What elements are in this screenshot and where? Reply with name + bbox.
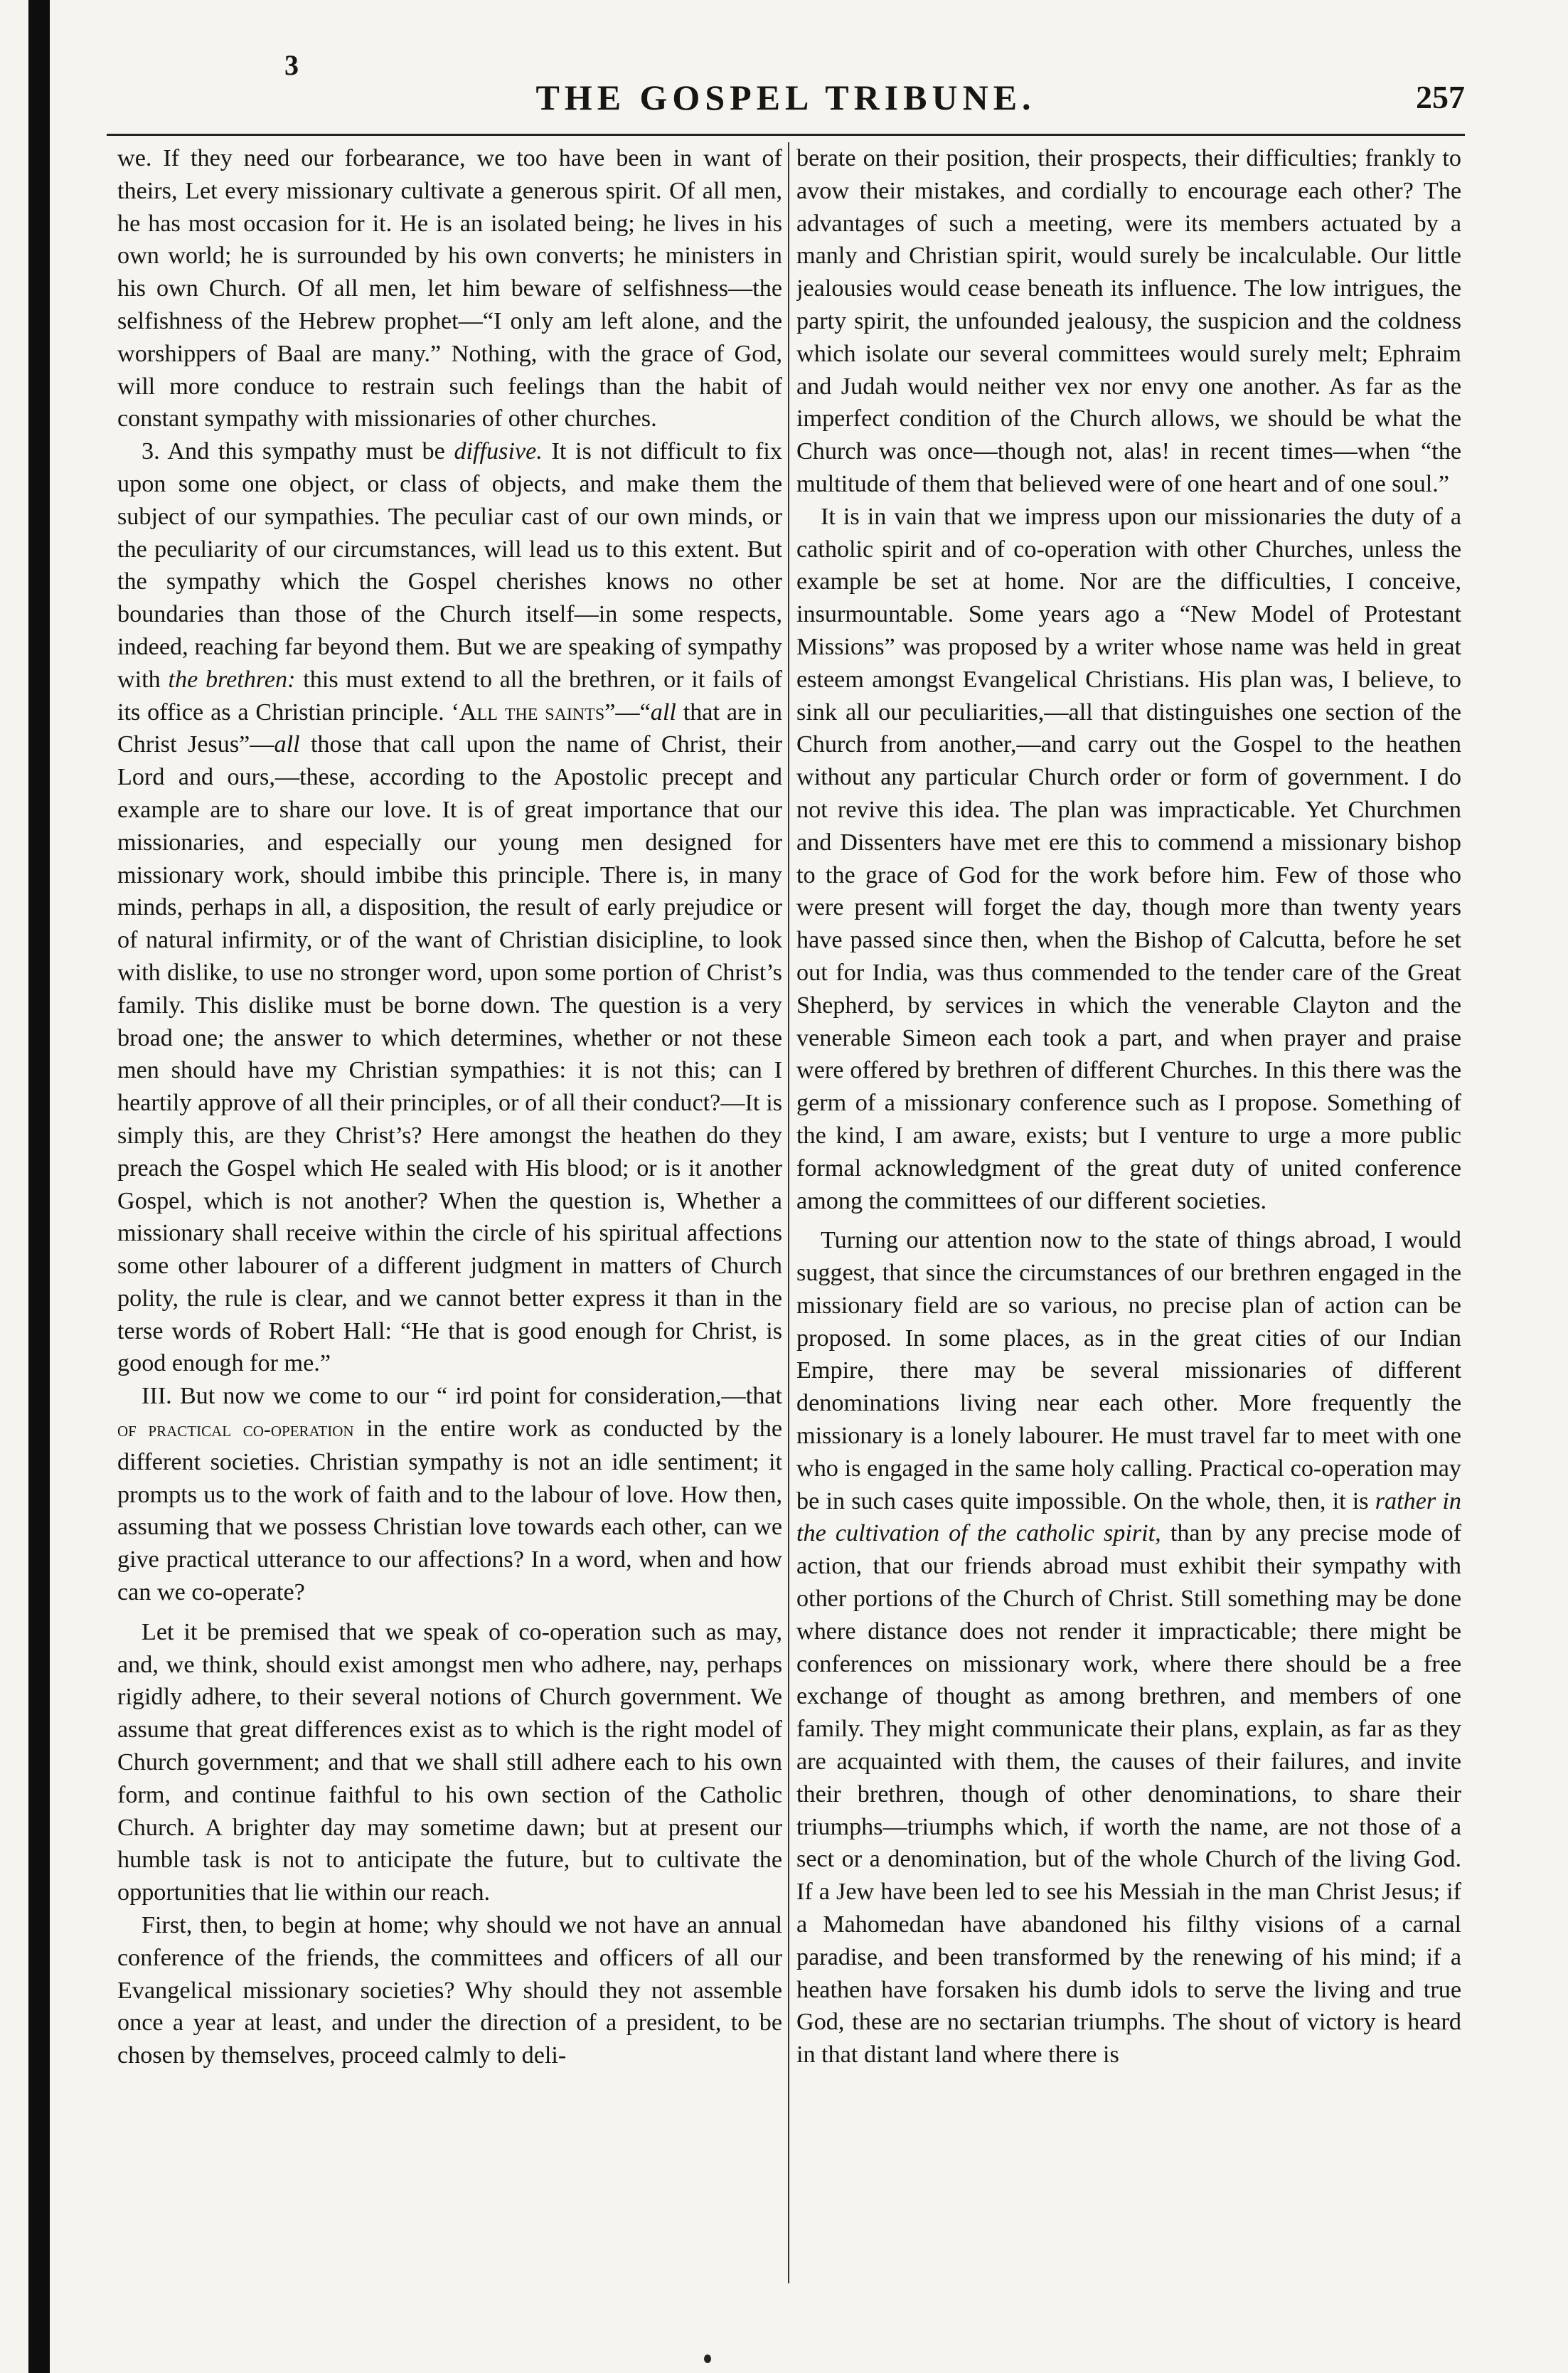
paragraph-gap	[117, 1609, 782, 1616]
text-run: than by any precise mode of action, that our friends abroad must exhibit their sympathy with other portions of the Church of Christ. Still something may be done where distance does not render it impracticable; there might be conferences on missionary work, where there should be a free exchange of thought as among brethren, and members of one family. They might communicate their plans, explain, as far as they are acquainted with them, the causes of their failures, and invite their brethren, though of other denominations, to share their triumphs—triumphs which, if worth the name, are not those of a sect or a denomination, but of the whole Church of the living God. If a Jew have been led to see his Messiah in the man Christ Jesus; if a Mahomedan have abandoned his filthy visions of a carnal paradise, and been transformed by the renewing of his mind; if a heathen have forsaken his dumb idols to serve the living and true God, these are no sectarian triumphs. The shout of victory is heard in that distant land where there is	[796, 1520, 1461, 2069]
text-run: It is not difficult to fix upon some one object, or class of objects, and make them the subject of our sympathies. The peculiar cast of our own minds, or the peculiarity of our circumstances, will lead us to this extent. But the sympathy which the Gospel cherishes knows no other boundaries than those of the Church itself—in some respects, indeed, reaching far beyond them. But we are speaking of sympathy with	[117, 438, 782, 693]
text-run: 3. And this sympathy must be	[142, 438, 445, 465]
print-speck	[704, 2355, 711, 2363]
paragraph: Let it be premised that we speak of co-operation such as may, and, we think, should exist amongst men who adhere, nay, perhaps rigidly adhere, to their several notions of Church government. We assume that great differences exist as to which is the right model of Church government; and that we shall still adhere each to his own form, and continue faithful to his own section of the Catholic Church. A brighter day may sometime dawn; but at present our humble task is not to anticipate the future, but to cultivate the opportunities that lie within our reach.	[117, 1618, 782, 1906]
paragraph: berate on their position, their prospects, their difficulties; frankly to avow their mistakes, and cordially to encourage each other? The advantages of such a meeting, were its members actuated by a manly and Christian spirit, would surely be incalculable. Our little jealousies would cease beneath its influence. The low intrigues, the party spirit, the unfounded jealousy, the suspicion and the coldness which isolate our several committees would surely melt; Ephraim and Judah would neither vex nor envy one another. As far as the imperfect condition of the Church allows, we should be what the Church was once—though not, alas! in recent times—when “the multitude of them that believed were of one heart and of one soul.”	[796, 145, 1461, 497]
paragraph: It is in vain that we impress upon our missionaries the duty of a catholic spirit and of co-operation with other Churches, unless the example be set at home. Nor are the difficulties, I conceive, insurmountable. Some years ago a “New Model of Protestant Missions” was proposed by a writer whose name was held in great esteem amongst Evangelical Christians. His plan was, I believe, to sink all our peculiarities,—all that distinguishes one section of the Church from another,—and carry out the Gospel to the heathen without any particular Church order or form of government. I do not revive this idea. The plan was impracticable. Yet Churchmen and Dissenters have met ere this to commend a missionary bishop to the grace of God for the work before him. Few of those who were present will forget the day, though more than twenty years have passed since then, when the Bishop of Calcutta, before he set out for India, was thus commended to the tender care of the Great Shepherd, by services in which the venerable Clayton and the venerable Simeon each took a part, and when prayer and praise were offered by brethren of different Churches. In this there was the germ of a missionary conference such as I propose. Something of the kind, I am aware, exists; but I venture to urge a more public formal acknowledgment of the great duty of united conference among the committees of our different societies.	[796, 503, 1461, 1214]
small-caps-text: All the saints	[459, 699, 605, 726]
paragraph: First, then, to begin at home; why should we not have an annual conference of the friends, the committees and officers of all our Evangelical missionary societies? Why should they not assemble once a year at least, and under the direction of a president, to be chosen by themselves, proceed calmly to deli-	[117, 1912, 782, 2069]
right-column	[796, 142, 1461, 2290]
text-run: this must extend to all the brethren, or it fails of its office as a Christian principle. ‘	[117, 666, 782, 726]
text-run: Turning our attention now to the state of things abroad, I would suggest, that since the circumstances of our brethren engaged in the missionary field are so various, no precise plan of action can be proposed. In some places, as in the great cities of our Indian Empire, there may be several missionaries of different denominations living near each other. More frequently the missionary is a lonely labourer. He must travel far to meet with one who is engaged in the same holy calling. Practical co-operation may be in such cases quite impossible. On the whole, then, it is	[796, 1227, 1461, 1514]
journal-title: THE GOSPEL TRIBUNE.	[535, 78, 1036, 117]
binding-edge	[28, 0, 50, 2373]
paragraph	[796, 1224, 1461, 2071]
text-run: III. But now we come to our “ ird point for consideration,—that	[142, 1383, 782, 1410]
text-run: that are in Christ Jesus”—	[117, 699, 782, 758]
column-rule	[788, 142, 789, 2283]
italic-text: all	[274, 731, 300, 758]
italic-text: all	[650, 699, 676, 726]
left-column	[117, 142, 782, 2290]
italic-text: diffusive.	[454, 438, 543, 465]
printer-mark: 3	[284, 49, 299, 81]
text-run: those that call upon the name of Christ, their Lord and ours,—these, according to the Apostolic precept and example are to share our love. It is of great importance that our missionaries, and especially our young men designed for missionary work, should imbibe this principle. There is, in many minds, perhaps in all, a disposition, the result of early prejudice or of natural infirmity, or of the want of Christian disicipline, to look with dislike, to use no stronger word, upon some portion of Christ’s family. This dislike must be borne down. The question is a very broad one; the answer to which determines, whether or not these men should have my Christian sympathies: it is not this; can I heartily approve of all their principles, or of all their conduct?—It is simply this, are they Christ’s? Here amongst the heathen do they preach the Gospel which He sealed with His blood; or is it another Gospel, which is not another? When the question is, Whether a missionary shall receive within the circle of his spiritual affections some other labourer of a different judgment in matters of Church polity, the rule is clear, and we cannot better express it than in the terse words of Robert Hall: “He that is good enough for Christ, is good enough for me.”	[117, 731, 782, 1377]
page-number: 257	[1416, 79, 1465, 115]
header-rule	[107, 134, 1465, 136]
text-run: ”—“	[604, 699, 651, 726]
page-header	[107, 49, 1465, 120]
paragraph	[117, 1380, 782, 1609]
paragraph	[117, 435, 782, 1380]
small-caps-text: of practical co-operation	[117, 1418, 354, 1442]
italic-text: rather in the cultivation of the catholic spirit,	[796, 1487, 1461, 1547]
italic-text: the brethren:	[168, 666, 296, 693]
paragraph-gap	[796, 1217, 1461, 1224]
paragraph: we. If they need our forbearance, we too have been in want of theirs, Let every missionary cultivate a generous spirit. Of all men, he has most occasion for it. He is an isolated being; he lives in his own world; he is surrounded by his own converts; he ministers in his own Church. Of all men, let him beware of selfishness—the selfishness of the Hebrew prophet—“I only am left alone, and the worshippers of Baal are many.” Nothing, with the grace of God, will more conduce to restrain such feelings than the habit of constant sympathy with missionaries of other churches.	[117, 145, 782, 432]
text-run: in the entire work as conducted by the different societies. Christian sympathy is not an idle sentiment; it prompts us to the work of faith and to the labour of love. How then, assuming that we possess Christian love towards each other, can we give practical utterance to our affections? In a word, when and how can we co-operate?	[117, 1416, 782, 1606]
